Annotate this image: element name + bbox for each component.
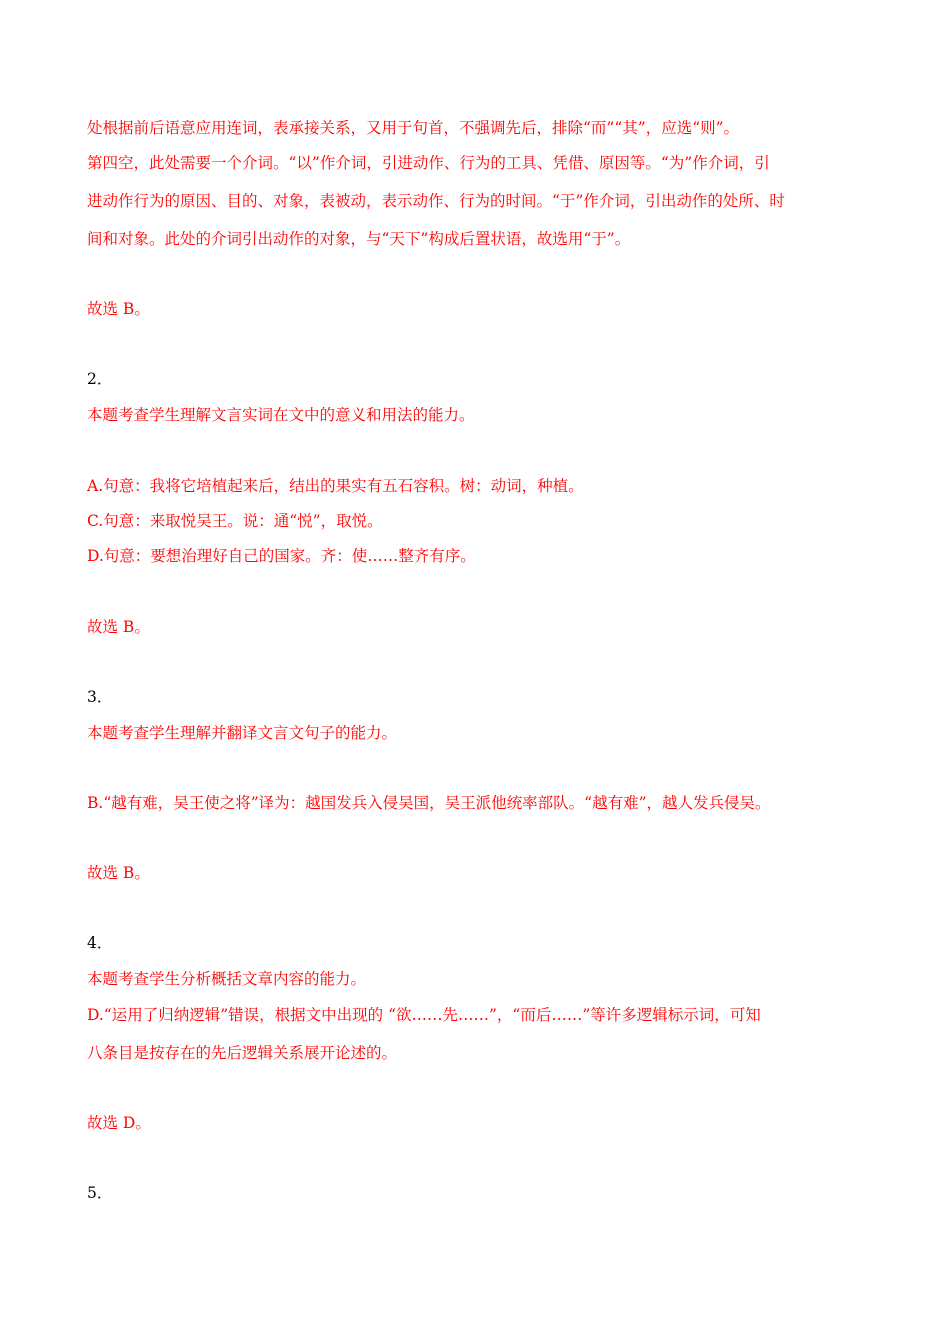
- q3-intro: 本题考查学生理解并翻译文言文句子的能力。: [87, 724, 398, 742]
- q3-answer: 故选 B。: [87, 864, 150, 882]
- q4-answer: 故选 D。: [87, 1114, 151, 1132]
- q2-option-a: A.句意：我将它培植起来后，结出的果实有五石容积。树：动词，种植。: [87, 477, 584, 495]
- q5-number: 5．: [87, 1184, 113, 1202]
- q1-answer: 故选 B。: [87, 300, 150, 318]
- q3-number: 3．: [87, 688, 113, 706]
- q1-line-4: 间和对象。此处的介词引出动作的对象，与“天下”构成后置状语，故选用“于”。: [87, 230, 631, 248]
- q2-option-d: D.句意：要想治理好自己的国家。齐：使……整齐有序。: [87, 547, 476, 565]
- q1-line-2: 第四空，此处需要一个介词。“以”作介词，引进动作、行为的工具、凭借、原因等。“为”作介词，引: [87, 154, 770, 172]
- q2-answer: 故选 B。: [87, 618, 150, 636]
- q1-line-1: 处根据前后语意应用连词，表承接关系，又用于句首，不强调先后，排除“而”“其”，应选“则”。: [87, 119, 740, 137]
- q2-number: 2．: [87, 370, 113, 388]
- q2-option-c: C.句意：来取悦吴王。说：通“悦”，取悦。: [87, 512, 383, 530]
- q2-intro: 本题考查学生理解文言实词在文中的意义和用法的能力。: [87, 406, 475, 424]
- q4-intro: 本题考查学生分析概括文章内容的能力。: [87, 970, 367, 988]
- q3-option-b: B.“越有难，吴王使之将”译为：越国发兵入侵吴国，吴王派他统率部队。“越有难”，越人发兵侵吴。: [87, 794, 771, 812]
- q1-line-3: 进动作行为的原因、目的、对象，表被动，表示动作、行为的时间。“于”作介词，引出动作的处所、时: [87, 192, 785, 210]
- q4-option-d-line-1: D.“运用了归纳逻辑”错误，根据文中出现的 “欲……先……”，“而后……”等许多逻辑标示词，可知: [87, 1006, 761, 1024]
- q4-option-d-line-2: 八条目是按存在的先后逻辑关系展开论述的。: [87, 1044, 398, 1062]
- q4-number: 4．: [87, 934, 113, 952]
